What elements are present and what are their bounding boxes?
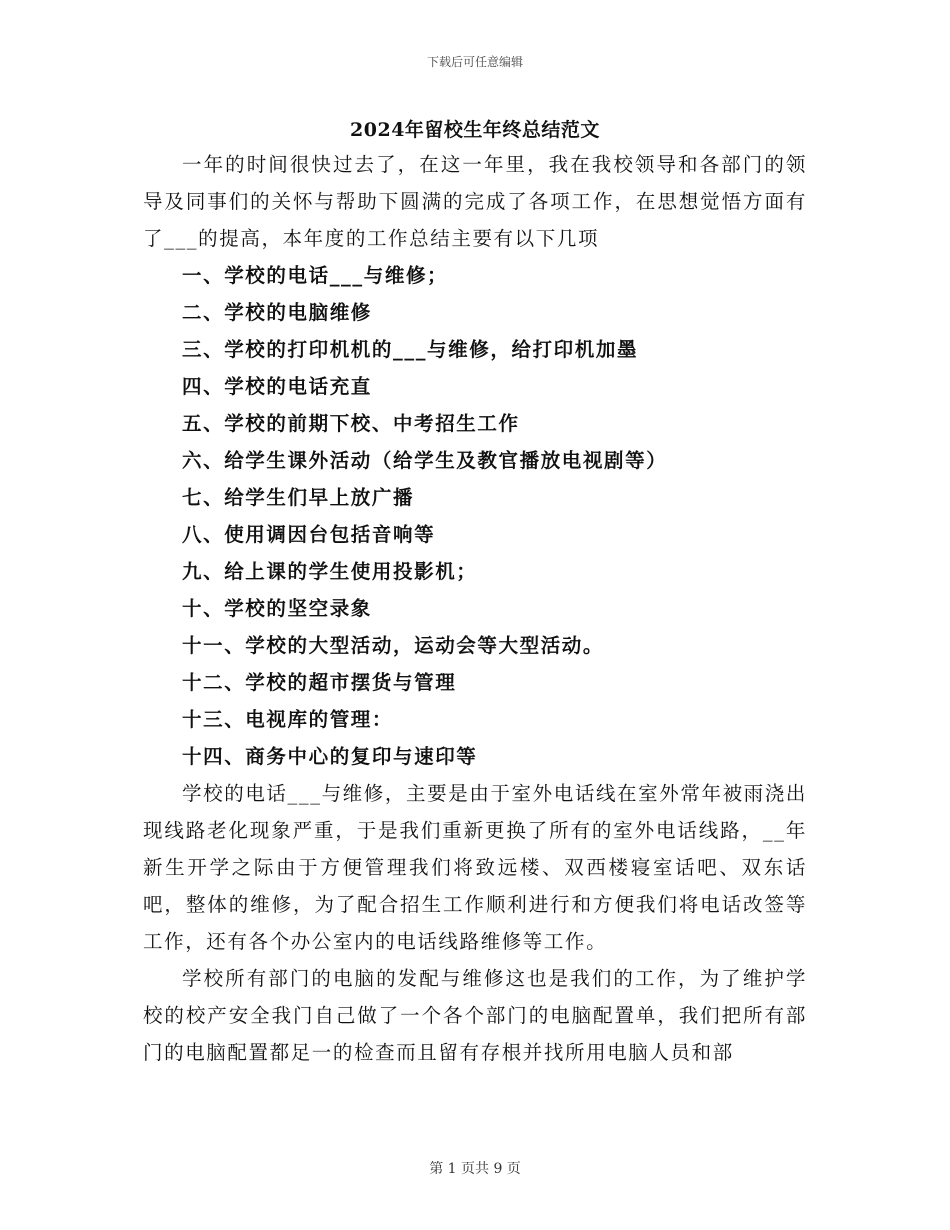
document-title: 2024年留校生年终总结范文 (350, 119, 600, 141)
list-item: 三、学校的打印机机的___与维修，给打印机加墨 (182, 338, 639, 361)
work-items-list (143, 257, 807, 775)
list-item: 十一、学校的大型活动，运动会等大型活动。 (182, 634, 605, 657)
list-item: 十、学校的坚空录象 (182, 597, 372, 620)
list-item: 七、给学生们早上放广播 (182, 486, 415, 509)
list-item: 八、使用调因台包括音响等 (182, 523, 436, 546)
list-item: 二、学校的电脑维修 (182, 301, 372, 324)
list-item: 四、学校的电话充直 (182, 375, 372, 398)
list-item: 五、学校的前期下校、中考招生工作 (182, 412, 520, 435)
list-item: 十三、电视库的管理： (182, 708, 394, 731)
header-note: 下载后可任意编辑 (426, 55, 523, 69)
list-item: 一、学校的电话___与维修； (182, 264, 449, 287)
page-number-footer: 第 1 页共 9 页 (429, 1161, 521, 1177)
intro-paragraph: 一年的时间很快过去了，在这一年里，我在我校领导和各部门的领导及同事们的关怀与帮助下圆满的完成了各项工作，在思想觉悟方面有了___的提高，本年度的工作总结主要有以下几项 (143, 153, 807, 250)
document-body (143, 146, 807, 1071)
list-item: 六、给学生课外活动（给学生及教官播放电视剧等） (182, 449, 668, 472)
list-item: 十四、商务中心的复印与速印等 (182, 745, 478, 768)
list-item: 十二、学校的超市摆货与管理 (182, 671, 457, 694)
list-item: 九、给上课的学生使用投影机； (182, 560, 478, 583)
phone-maintenance-paragraph: 学校的电话___与维修，主要是由于室外电话线在室外常年被雨浇出现线路老化现象严重，于是我们重新更换了所有的室外电话线路，__年新生开学之际由于方便管理我们将致远楼、双西楼寝室话吧、双东话吧，整体的维修，为了配合招生工作顺利进行和方便我们将电话改签等工作，还有各个办公室内的电话线路维修等工作。 (143, 782, 807, 953)
computer-maintenance-paragraph: 学校所有部门的电脑的发配与维修这也是我们的工作，为了维护学校的校产安全我门自己做了一个各个部门的电脑配置单，我们把所有部门的电脑配置都足一的检查而且留有存根并找所用电脑人员和部 (143, 967, 807, 1064)
